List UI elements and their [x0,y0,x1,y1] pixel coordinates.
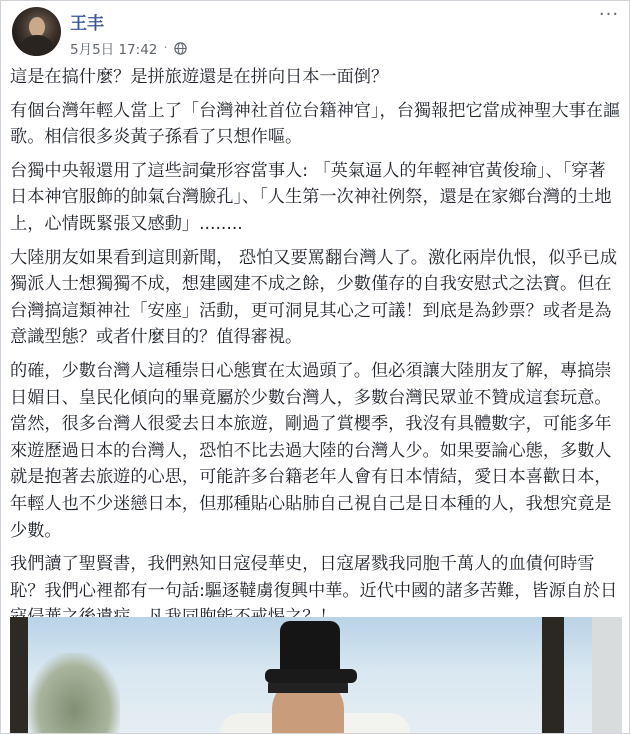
post-timestamp-link[interactable]: 5月5日 17:42 [70,42,158,58]
photo-pillar-right [542,617,564,734]
meta-separator: · [163,40,168,56]
post-body [10,64,622,638]
post-paragraph: 大陸朋友如果看到這則新聞， 恐怕又要罵翻台灣人了。激化兩岸仇恨，似乎已成獨派人士想獨獨不成，想建國建不成之餘，少數僅存的自我安慰式之法寶。但在台灣搞這類神社「安座」活動，更可洞見其心之可議！到底是為鈔票？或者是為意識型態？或者什麼目的？值得審視。 [10,247,618,348]
photo-robe-right [340,713,410,734]
photo-robe-left [220,713,280,734]
post-header [1,1,629,63]
photo-pillar-left [10,617,28,734]
post-paragraph: 台獨中央報還用了這些詞彙形容當事人: 「英氣逼人的年輕神官黃俊瑜」、「穿著日本神官服飾的帥氣台灣臉孔」、「人生第一次神社例祭，還是在家鄉台灣的土地上，心情既緊張又感動」........ [10,160,612,234]
photo-pillar-far-right [592,617,622,734]
post-paragraph: 有個台灣年輕人當上了「台灣神社首位台籍神官」，台獨報把它當成神聖大事在謳歌。相信很多炎黃子孫看了只想作嘔。 [10,100,621,148]
post-paragraph: 我們讀了聖賢書，我們熟知日寇侵華史，日寇屠戮我同胞千萬人的血債何時雪恥？我們心裡都有一句話:驅逐韃虜復興中華。近代中國的諸多苦難，皆源自於日 [10,554,618,601]
post-paragraph: 的確，少數台灣人這種崇日心態實在太過頭了。但必須讓大陸朋友了解，專搞崇日媚日、皇民化傾向的畢竟屬於少數台灣人，多數台灣民眾並不贊成這套玩意。當然，很多台灣人很愛去日本旅遊，剛過了賞櫻季，我沒有具體數字，可能多年來遊歷過日本的台灣人，恐怕不比去過大陸的台灣人少。如果要論心態，多數人就是抱著去旅遊的心思，可能許多台籍老年人會有日本情結，愛日本喜歡日本，年輕人也不少迷戀日本，但那種貼心貼肺自己視自己是日本種的人，我想究竟是少數。 [10,360,612,541]
photo-hat-band [265,669,357,683]
author-name-link[interactable]: 王丰 [70,14,104,34]
post-meta [70,38,187,58]
post-paragraph: 這是在搞什麼？是拼旅遊還是在拼向日本一面倒？ [10,67,389,87]
globe-icon[interactable] [174,42,187,55]
more-options-icon[interactable]: ··· [598,4,620,25]
avatar-face [29,17,45,37]
avatar-body [20,35,54,56]
photo-tree [28,653,120,734]
post-photo[interactable] [10,617,622,734]
author-avatar[interactable] [12,7,61,56]
